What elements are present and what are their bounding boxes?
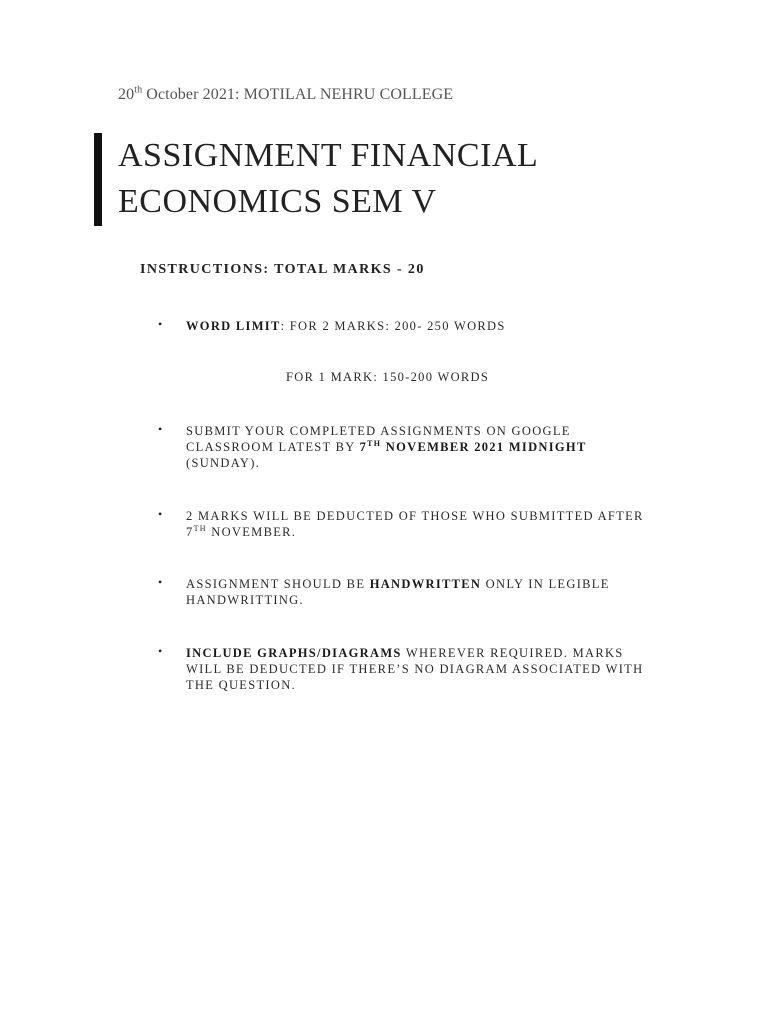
handwritten-line-1 bbox=[186, 576, 656, 592]
date-rest: October 2021: MOTILAL NEHRU COLLEGE bbox=[142, 86, 454, 103]
title-line-2: ECONOMICS SEM V bbox=[118, 183, 437, 220]
list-item-word-limit bbox=[186, 318, 656, 334]
deadline-suffix: TH bbox=[367, 438, 382, 448]
page-title bbox=[118, 133, 678, 225]
word-limit-label: WORD LIMIT bbox=[186, 319, 281, 333]
date-suffix: th bbox=[134, 84, 143, 96]
graphs-line-1 bbox=[186, 645, 656, 661]
submit-line-3: (SUNDAY). bbox=[186, 456, 261, 470]
submit-line-1: SUBMIT YOUR COMPLETED ASSIGNMENTS ON GOOGLE bbox=[186, 424, 571, 438]
deduction-line-2 bbox=[186, 524, 656, 540]
date-day: 20 bbox=[118, 86, 135, 103]
graphs-bold: INCLUDE GRAPHS/DIAGRAMS bbox=[186, 646, 402, 660]
bullet-icon: • bbox=[158, 644, 163, 658]
deduction-text-2: NOVEMBER. bbox=[206, 525, 297, 539]
submit-line-2 bbox=[186, 439, 656, 455]
deadline-rest: NOVEMBER 2021 MIDNIGHT bbox=[381, 440, 587, 454]
list-item-handwritten bbox=[186, 576, 656, 608]
submit-deadline bbox=[360, 440, 587, 454]
title-accent-bar bbox=[94, 133, 102, 226]
word-limit-sub: FOR 1 MARK: 150-200 WORDS bbox=[286, 370, 490, 384]
list-item-deduction bbox=[186, 508, 656, 540]
deduction-line-1: 2 MARKS WILL BE DEDUCTED OF THOSE WHO SUBMITTED AFTER bbox=[186, 509, 644, 523]
graphs-text-1: WHEREVER REQUIRED. MARKS bbox=[401, 646, 624, 660]
list-item-graphs bbox=[186, 645, 656, 693]
handwritten-text-1: ASSIGNMENT SHOULD BE bbox=[186, 577, 370, 591]
title-line-1: ASSIGNMENT FINANCIAL bbox=[118, 137, 539, 174]
list-item-submit bbox=[186, 423, 656, 471]
deadline-day: 7 bbox=[359, 440, 368, 454]
bullet-icon: • bbox=[158, 575, 163, 589]
deduction-day: 7 bbox=[186, 525, 194, 539]
submit-text-2: CLASSROOM LATEST BY bbox=[186, 440, 360, 454]
graphs-line-3: THE QUESTION. bbox=[186, 678, 296, 692]
bullet-icon: • bbox=[158, 507, 163, 521]
bullet-icon: • bbox=[158, 317, 163, 331]
dateline bbox=[118, 86, 453, 104]
deduction-suffix: TH bbox=[193, 523, 207, 533]
word-limit-text: : FOR 2 MARKS: 200- 250 WORDS bbox=[280, 319, 506, 333]
handwritten-bold: HANDWRITTEN bbox=[369, 577, 482, 591]
handwritten-text-2: ONLY IN LEGIBLE bbox=[481, 577, 610, 591]
handwritten-line-2: HANDWRITTING. bbox=[186, 593, 304, 607]
graphs-line-2: WILL BE DEDUCTED IF THERE’S NO DIAGRAM ASSOCIATED WITH bbox=[186, 662, 644, 676]
bullet-icon: • bbox=[158, 422, 163, 436]
instructions-heading: INSTRUCTIONS: TOTAL MARKS - 20 bbox=[140, 262, 425, 277]
